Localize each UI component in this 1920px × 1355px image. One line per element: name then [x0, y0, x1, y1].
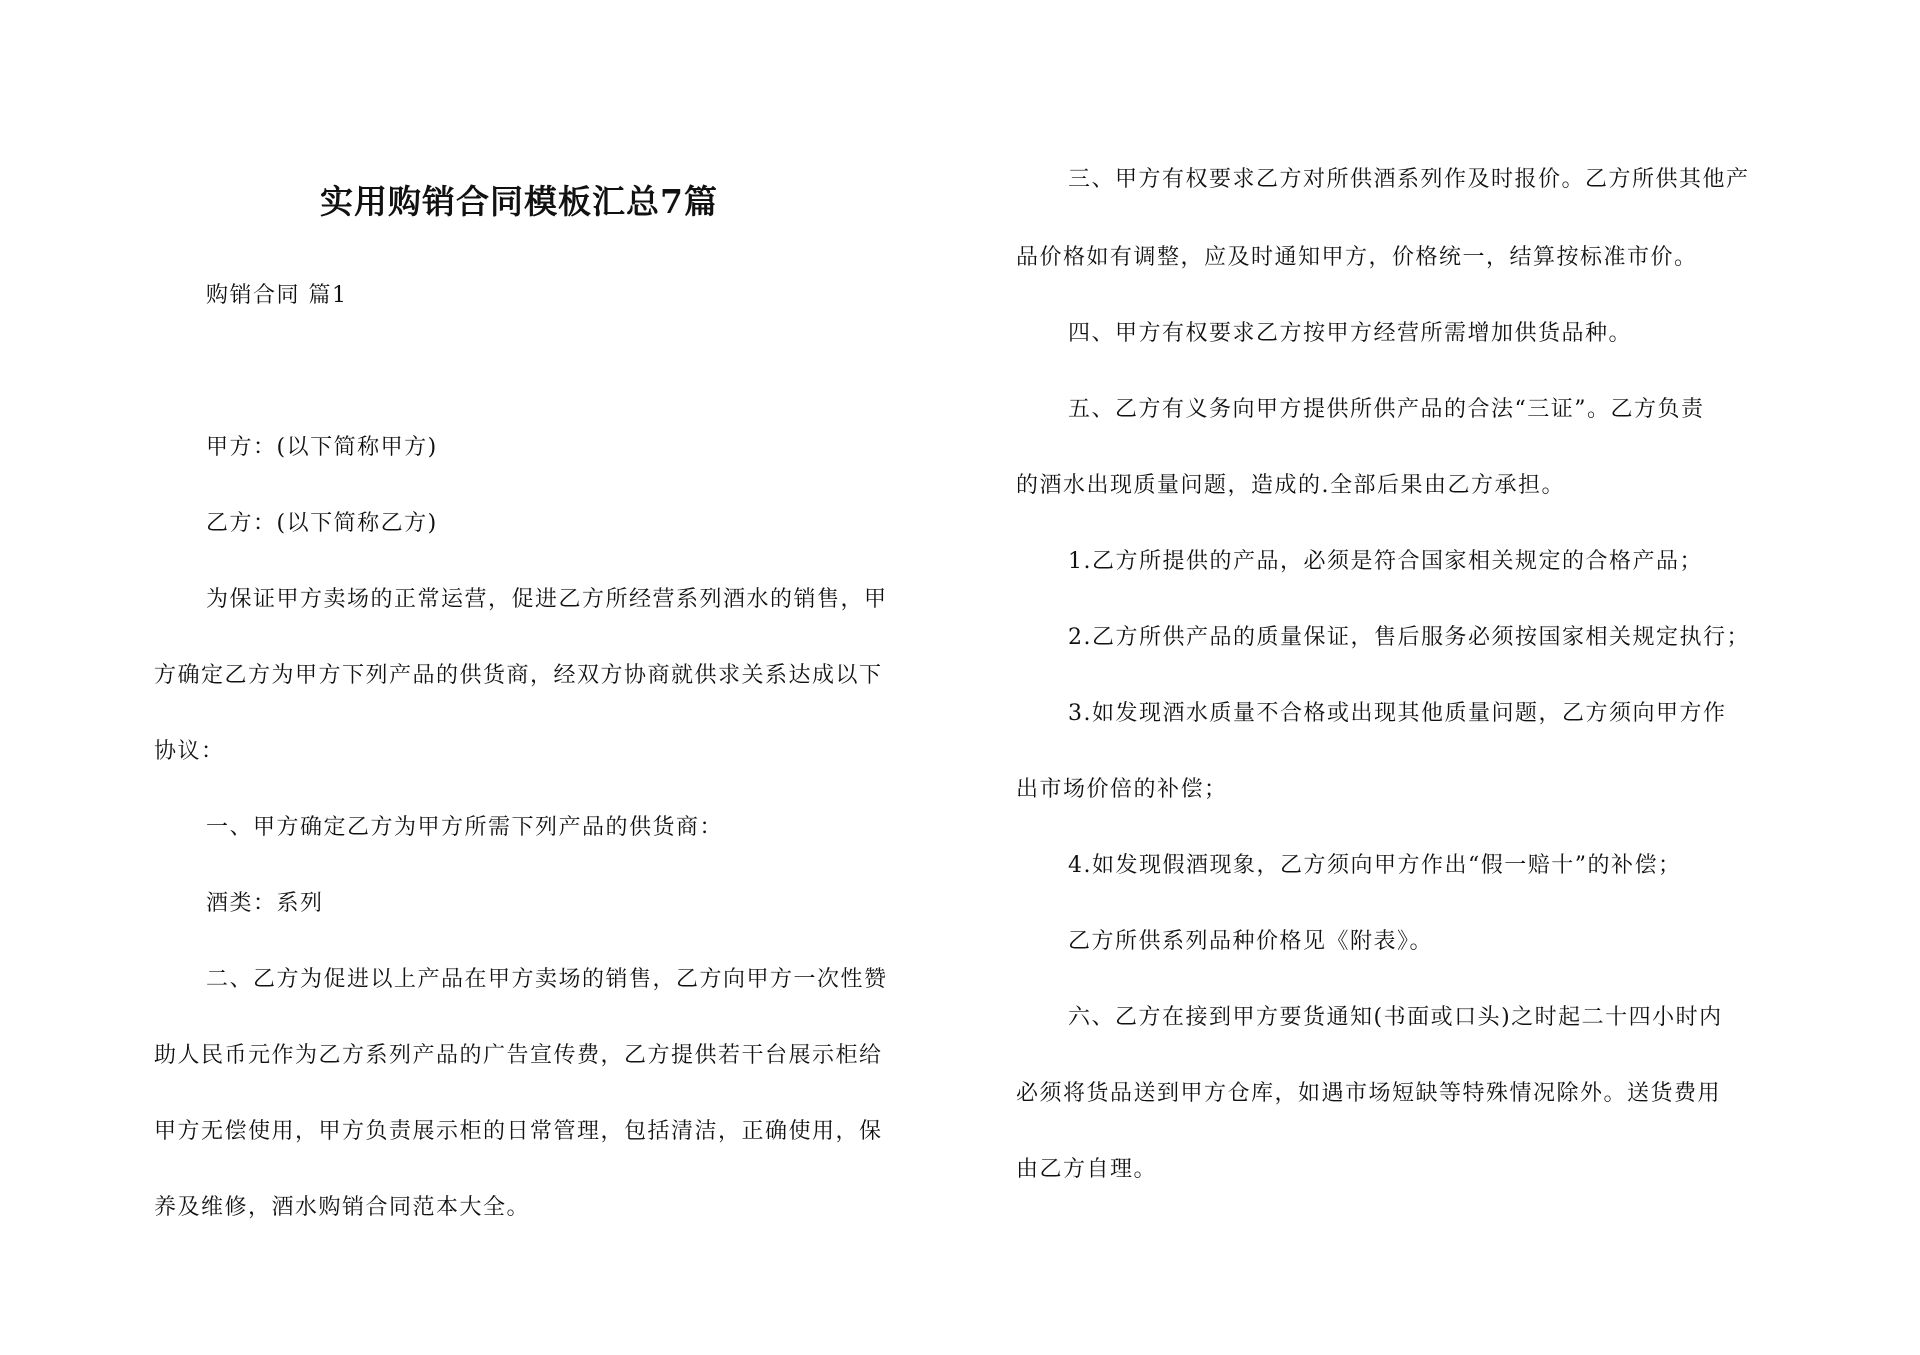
list-item: 4.如发现假酒现象，乙方须向甲方作出“假一赔十”的补偿；	[1068, 853, 1682, 878]
paragraph-line: 协议：	[154, 739, 225, 764]
clause-line: 乙方所供系列品种价格见《附表》。	[1068, 929, 1434, 954]
document-title: 实用购销合同模板汇总7篇	[320, 182, 718, 221]
list-item: 3.如发现酒水质量不合格或出现其他质量问题，乙方须向甲方作	[1068, 701, 1727, 726]
clause-line: 酒类：系列	[206, 891, 324, 916]
clause-line: 养及维修，酒水购销合同范本大全。	[154, 1195, 531, 1220]
list-item: 出市场价倍的补偿；	[1016, 777, 1228, 802]
clause-line: 由乙方自理。	[1016, 1157, 1158, 1182]
paragraph-line: 为保证甲方卖场的正常运营，促进乙方所经营系列酒水的销售，甲	[206, 587, 888, 612]
clause-line: 甲方无偿使用，甲方负责展示柜的日常管理，包括清洁，正确使用，保	[154, 1119, 883, 1144]
clause-line: 必须将货品送到甲方仓库，如遇市场短缺等特殊情况除外。送货费用	[1016, 1081, 1722, 1106]
clause-line: 四、甲方有权要求乙方按甲方经营所需增加供货品种。	[1068, 321, 1633, 346]
list-item: 1.乙方所提供的产品，必须是符合国家相关规定的合格产品；	[1068, 549, 1703, 574]
clause-line: 一、甲方确定乙方为甲方所需下列产品的供货商：	[206, 815, 724, 840]
clause-line: 三、甲方有权要求乙方对所供酒系列作及时报价。乙方所供其他产	[1068, 167, 1750, 192]
clause-line: 二、乙方为促进以上产品在甲方卖场的销售，乙方向甲方一次性赞	[206, 967, 888, 992]
clause-line: 品价格如有调整，应及时通知甲方，价格统一，结算按标准市价。	[1016, 245, 1698, 270]
list-item: 2.乙方所供产品的质量保证，售后服务必须按国家相关规定执行；	[1068, 625, 1750, 650]
contract-subtitle: 购销合同 篇1	[206, 283, 348, 308]
clause-line: 五、乙方有义务向甲方提供所供产品的合法“三证”。乙方负责	[1068, 397, 1705, 422]
party-b-line: 乙方：(以下简称乙方)	[206, 511, 438, 536]
clause-line: 的酒水出现质量问题，造成的.全部后果由乙方承担。	[1016, 473, 1565, 498]
party-a-line: 甲方：(以下简称甲方)	[206, 435, 438, 460]
clause-line: 六、乙方在接到甲方要货通知(书面或口头)之时起二十四小时内	[1068, 1005, 1723, 1030]
clause-line: 助人民币元作为乙方系列产品的广告宣传费，乙方提供若干台展示柜给	[154, 1043, 883, 1068]
paragraph-line: 方确定乙方为甲方下列产品的供货商，经双方协商就供求关系达成以下	[154, 663, 883, 688]
